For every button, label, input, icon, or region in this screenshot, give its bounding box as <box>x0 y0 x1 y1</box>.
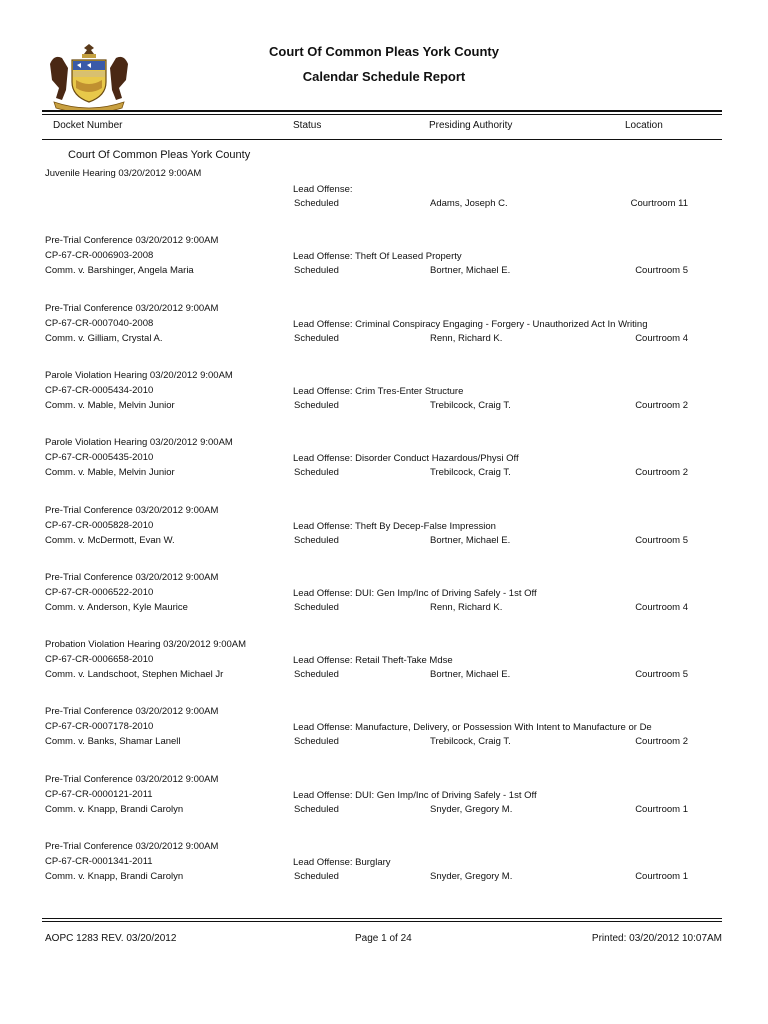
event-case-caption: Comm. v. Mable, Melvin Junior <box>45 399 175 411</box>
event-location: Courtroom 11 <box>630 198 688 209</box>
event-docket-number: CP-67-CR-0006522-2010 <box>45 586 154 598</box>
event-case-caption: Comm. v. Barshinger, Angela Maria <box>45 265 194 277</box>
column-header-status: Status <box>293 120 322 131</box>
event-hearing: Pre-Trial Conference 03/20/2012 9:00AM <box>45 841 219 852</box>
event-status: Scheduled <box>294 601 339 613</box>
event-lead-offense: Lead Offense: Criminal Conspiracy Engaging - Forgery - Unauthorized Act In Writing <box>293 318 648 330</box>
footer-page-number: Page 1 of 24 <box>355 933 412 944</box>
event-location: Courtroom 4 <box>635 601 688 613</box>
event-presiding-judge: Snyder, Gregory M. <box>430 871 513 882</box>
event-case-caption: Comm. v. Knapp, Brandi Carolyn <box>45 871 184 882</box>
event-presiding-judge: Bortner, Michael E. <box>430 669 511 681</box>
event-status: Scheduled <box>294 669 339 681</box>
event-location: Courtroom 5 <box>635 265 688 277</box>
event-hearing: Probation Violation Hearing 03/20/2012 9:00AM <box>45 639 247 651</box>
event-lead-offense: Lead Offense: DUI: Gen Imp/Inc of Driving Safely - 1st Off <box>293 587 537 599</box>
report-subtitle: Calendar Schedule Report <box>302 69 466 84</box>
event-status: Scheduled <box>294 265 339 277</box>
event-docket-number: CP-67-CR-0006658-2010 <box>45 654 154 666</box>
report-court-title: Court Of Common Pleas York County <box>269 44 499 59</box>
event-status: Scheduled <box>294 736 339 748</box>
event-case-caption: Comm. v. Knapp, Brandi Carolyn <box>45 803 184 815</box>
footer-rule <box>42 918 722 919</box>
event-hearing: Pre-Trial Conference 03/20/2012 9:00AM <box>45 706 219 718</box>
event-presiding-judge: Renn, Richard K. <box>430 601 503 613</box>
header-bottom-rule <box>42 139 722 140</box>
event-location: Courtroom 2 <box>635 399 688 411</box>
footer-printed-date: Printed: 03/20/2012 10:07AM <box>591 933 722 944</box>
event-hearing: Pre-Trial Conference 03/20/2012 9:00AM <box>45 773 219 785</box>
event-presiding-judge: Trebilcock, Craig T. <box>430 399 511 411</box>
event-status: Scheduled <box>294 399 339 411</box>
event-presiding-judge: Bortner, Michael E. <box>430 265 511 277</box>
court-section-label: Court Of Common Pleas York County <box>68 149 251 161</box>
event-presiding-judge: Trebilcock, Craig T. <box>430 736 511 748</box>
event-location: Courtroom 4 <box>635 332 688 344</box>
event-hearing: Parole Violation Hearing 03/20/2012 9:00AM <box>45 437 233 449</box>
event-location: Courtroom 5 <box>635 534 688 546</box>
event-docket-number: CP-67-CR-0006903-2008 <box>45 250 154 262</box>
event-location: Courtroom 2 <box>635 736 688 748</box>
event-case-caption: Comm. v. McDermott, Evan W. <box>45 534 175 546</box>
event-case-caption: Comm. v. Mable, Melvin Junior <box>45 467 175 479</box>
header-top-rule-thin <box>42 114 722 115</box>
event-status: Scheduled <box>294 467 339 479</box>
event-hearing: Parole Violation Hearing 03/20/2012 9:00AM <box>45 369 233 381</box>
column-header-docket: Docket Number <box>53 120 123 131</box>
event-docket-number: CP-67-CR-0000121-2011 <box>45 788 153 800</box>
column-header-presiding: Presiding Authority <box>429 120 513 131</box>
event-status: Scheduled <box>294 332 339 344</box>
footer-form-number: AOPC 1283 REV. 03/20/2012 <box>45 933 177 944</box>
event-docket-number: CP-67-CR-0001341-2011 <box>45 856 153 867</box>
event-lead-offense: Lead Offense: Manufacture, Delivery, or Possession With Intent to Manufacture or De <box>293 722 652 734</box>
event-status: Scheduled <box>294 803 339 815</box>
event-lead-offense: Lead Offense: Theft By Decep-False Impression <box>293 520 496 532</box>
event-lead-offense: Lead Offense: <box>293 184 353 195</box>
event-docket-number: CP-67-CR-0007040-2008 <box>45 317 154 329</box>
event-status: Scheduled <box>294 534 339 546</box>
event-presiding-judge: Bortner, Michael E. <box>430 534 511 546</box>
event-location: Courtroom 2 <box>635 467 688 479</box>
header-top-rule <box>42 110 722 112</box>
event-lead-offense: Lead Offense: DUI: Gen Imp/Inc of Driving Safely - 1st Off <box>293 789 537 801</box>
event-case-caption: Comm. v. Gilliam, Crystal A. <box>45 332 163 344</box>
event-lead-offense: Lead Offense: Theft Of Leased Property <box>293 251 462 263</box>
event-docket-number: CP-67-CR-0005435-2010 <box>45 452 154 464</box>
event-lead-offense: Lead Offense: Retail Theft-Take Mdse <box>293 655 453 667</box>
event-hearing: Pre-Trial Conference 03/20/2012 9:00AM <box>45 302 219 314</box>
event-case-caption: Comm. v. Landschoot, Stephen Michael Jr <box>45 669 224 681</box>
event-hearing: Pre-Trial Conference 03/20/2012 9:00AM <box>45 235 219 247</box>
event-lead-offense: Lead Offense: Crim Tres-Enter Structure <box>293 385 464 397</box>
event-presiding-judge: Trebilcock, Craig T. <box>430 467 511 479</box>
event-docket-number: CP-67-CR-0005828-2010 <box>45 519 154 531</box>
event-lead-offense: Lead Offense: Burglary <box>293 857 391 868</box>
event-case-caption: Comm. v. Banks, Shamar Lanell <box>45 736 181 748</box>
event-hearing: Juvenile Hearing 03/20/2012 9:00AM <box>45 168 202 179</box>
event-docket-number: CP-67-CR-0005434-2010 <box>45 384 154 396</box>
event-case-caption: Comm. v. Anderson, Kyle Maurice <box>45 601 188 613</box>
event-location: Courtroom 5 <box>635 669 688 681</box>
event-hearing: Pre-Trial Conference 03/20/2012 9:00AM <box>45 571 219 583</box>
event-presiding-judge: Renn, Richard K. <box>430 332 503 344</box>
footer-rule-thin <box>42 921 722 922</box>
event-presiding-judge: Snyder, Gregory M. <box>430 803 513 815</box>
event-status: Scheduled <box>294 871 339 882</box>
event-location: Courtroom 1 <box>635 803 688 815</box>
event-docket-number: CP-67-CR-0007178-2010 <box>45 721 154 733</box>
event-lead-offense: Lead Offense: Disorder Conduct Hazardous/Physi Off <box>293 453 519 465</box>
event-presiding-judge: Adams, Joseph C. <box>430 198 508 209</box>
event-hearing: Pre-Trial Conference 03/20/2012 9:00AM <box>45 504 219 516</box>
event-location: Courtroom 1 <box>635 871 688 882</box>
event-status: Scheduled <box>294 198 339 209</box>
column-header-location: Location <box>625 120 663 131</box>
